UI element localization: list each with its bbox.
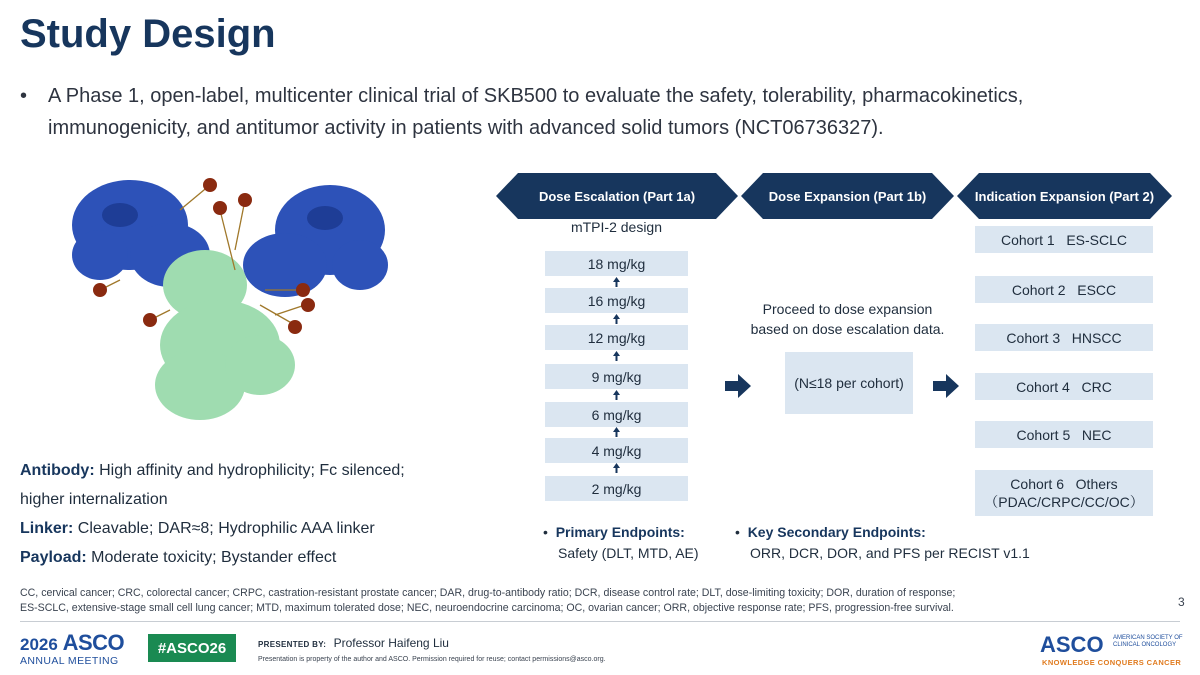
- phase-dose-expansion: [741, 173, 954, 219]
- design-label: mTPI-2 design: [570, 219, 663, 235]
- primary-endpoints-label: Primary Endpoints:: [555, 524, 685, 540]
- cohort-box: [975, 276, 1153, 303]
- cohort-sublabel: （PDAC/CRPC/CC/OC）: [984, 494, 1144, 510]
- dose-box: 6 mg/kg: [545, 402, 688, 427]
- primary-endpoints-value: Safety (DLT, MTD, AE): [558, 545, 699, 561]
- linker-text: Cleavable; DAR≈8; Hydrophilic AAA linker: [77, 520, 375, 537]
- secondary-endpoints-label: Key Secondary Endpoints:: [747, 524, 926, 540]
- up-arrow-icon: [613, 351, 620, 361]
- phase-label: Dose Escalation (Part 1a): [538, 188, 696, 204]
- payload-label: Payload:: [20, 549, 87, 566]
- presenter-line: [258, 636, 449, 650]
- dose-box: 9 mg/kg: [545, 364, 688, 389]
- dose-box: 18 mg/kg: [545, 251, 688, 276]
- phase-label: Dose Expansion (Part 1b): [768, 188, 927, 204]
- right-arrow-icon: [933, 374, 959, 398]
- presented-by-label: PRESENTED BY:: [258, 640, 327, 649]
- bullet-dot: •: [20, 85, 28, 107]
- adc-description: [20, 456, 490, 572]
- cohort-label: Cohort 5 NEC: [1016, 426, 1112, 443]
- phase-indication-expansion: [957, 173, 1172, 219]
- antibody-text: High affinity and hydrophilicity; Fc silenced;: [99, 462, 405, 479]
- expansion-note-line1: Proceed to dose expansion: [762, 301, 933, 317]
- dose-box: 12 mg/kg: [545, 325, 688, 350]
- annual-meeting-text: ANNUAL MEETING: [20, 655, 119, 667]
- hashtag-badge: #ASCO26: [148, 634, 236, 662]
- cohort-label: Cohort 6 Others: [1010, 476, 1118, 492]
- asco-society-line: AMERICAN SOCIETY OF: [1113, 635, 1183, 641]
- dose-box: 16 mg/kg: [545, 288, 688, 313]
- annual-meeting-logo: [20, 630, 130, 670]
- dose-box: 2 mg/kg: [545, 476, 688, 501]
- asco-logo: [1040, 632, 1185, 670]
- cohort-label: Cohort 4 CRC: [1016, 378, 1112, 395]
- secondary-endpoints-value: ORR, DCR, DOR, and PFS per RECIST v1.1: [750, 545, 1030, 561]
- up-arrow-icon: [613, 277, 620, 287]
- bullet-dot: •: [735, 524, 748, 540]
- up-arrow-icon: [613, 463, 620, 473]
- asco-society-line: CLINICAL ONCOLOGY: [1113, 642, 1177, 648]
- antibody-label: Antibody:: [20, 462, 95, 479]
- expansion-note: [741, 299, 954, 339]
- cohort-label: Cohort 2 ESCC: [1011, 281, 1117, 298]
- asco-society-text: [1113, 635, 1183, 649]
- meeting-year: 2026: [20, 635, 58, 654]
- up-arrow-icon: [613, 314, 620, 324]
- presenter-name: Professor Haifeng Liu: [333, 636, 449, 650]
- bullet-dot: •: [543, 524, 556, 540]
- phase-dose-escalation: [496, 173, 738, 219]
- abbreviations-footnote: [20, 586, 1170, 616]
- cohort-box: [975, 421, 1153, 448]
- phase-label: Indication Expansion (Part 2): [974, 188, 1155, 204]
- footer-divider: [20, 621, 1180, 622]
- secondary-endpoints: [735, 522, 1030, 564]
- footnote-line1: CC, cervical cancer; CRC, colorectal cancer; CRPC, castration-resistant prostate cancer; DAR, drug-to-antibody ratio; DCR, disease control rate; DLT, dose-limiting toxicity; DOR, duration of response;: [20, 587, 956, 599]
- meeting-asco: ASCO: [62, 630, 125, 655]
- expansion-note-line2: based on dose escalation data.: [750, 321, 945, 337]
- cohort-box: [975, 470, 1153, 516]
- expansion-cohort-box: (N≤18 per cohort): [785, 352, 913, 414]
- linker-line: [20, 514, 490, 543]
- cohort-label: Cohort 1 ES-SCLC: [1000, 231, 1128, 248]
- asco-tagline: KNOWLEDGE CONQUERS CANCER: [1042, 658, 1182, 667]
- payload-line: [20, 543, 490, 572]
- antibody-line: [20, 456, 490, 485]
- adc-molecule-image: [60, 170, 400, 440]
- footnote-line2: ES-SCLC, extensive-stage small cell lung cancer; MTD, maximum tolerated dose; NEC, neuroendocrine carcinoma; OC, ovarian cancer; ORR, objective response rate; PFS, progression-free survival.: [20, 602, 954, 614]
- linker-label: Linker:: [20, 520, 74, 537]
- antibody-text-2: higher internalization: [20, 491, 168, 508]
- right-arrow-icon: [725, 374, 751, 398]
- up-arrow-icon: [613, 427, 620, 437]
- cohort-box: [975, 324, 1153, 351]
- slide-title: Study Design: [20, 12, 276, 56]
- page-number: 3: [1178, 595, 1185, 609]
- primary-endpoints: [543, 522, 699, 564]
- cohort-label: Cohort 3 HNSCC: [1006, 329, 1122, 346]
- cohort-box: [975, 226, 1153, 253]
- dose-box: 4 mg/kg: [545, 438, 688, 463]
- intro-bullet-text: A Phase 1, open-label, multicenter clinical trial of SKB500 to evaluate the safety, tolerability, pharmacokinetics, immunogenicity, and antitumor activity in patients with advanced solid tumors (NCT06736327).: [48, 85, 1024, 139]
- disclaimer: Presentation is property of the author and ASCO. Permission required for reuse; contact permissions@asco.org.: [258, 656, 606, 663]
- payload-text: Moderate toxicity; Bystander effect: [91, 549, 337, 566]
- up-arrow-icon: [613, 390, 620, 400]
- asco-logo-text: ASCO: [1040, 632, 1104, 657]
- cohort-box: [975, 373, 1153, 400]
